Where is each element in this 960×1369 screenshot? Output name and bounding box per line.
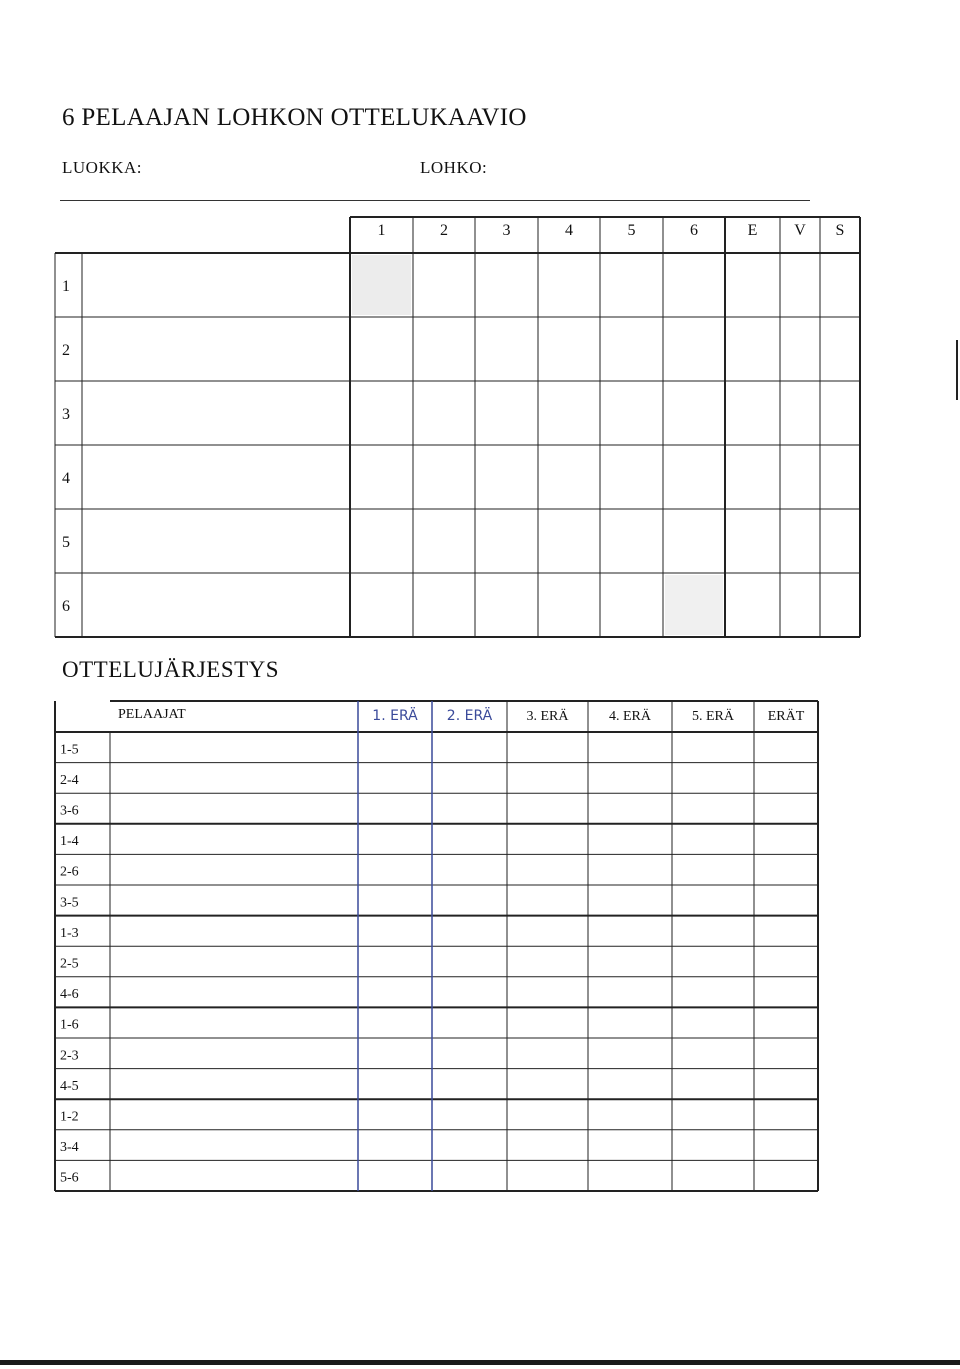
row-label: 2	[62, 342, 70, 359]
column-header: E	[747, 222, 758, 239]
match-order-title: OTTELUJÄRJESTYS	[62, 657, 280, 682]
column-header: V	[794, 222, 806, 239]
scan-bottom-edge	[0, 1360, 960, 1365]
match-label: 2-5	[60, 956, 79, 972]
match-label: 1-4	[60, 834, 79, 850]
column-header: 2	[440, 222, 448, 239]
match-label: 1-3	[60, 925, 79, 941]
match-label: 3-6	[60, 803, 79, 819]
column-header: 1	[377, 222, 386, 239]
match-label: 3-5	[60, 895, 79, 911]
row-label: 5	[62, 534, 70, 551]
match-label: 5-6	[60, 1170, 79, 1186]
row-label: 6	[62, 598, 70, 615]
column-header: 3	[502, 222, 511, 239]
column-header: 5	[627, 222, 636, 239]
column-header: 4	[565, 222, 573, 239]
column-header: 6	[690, 222, 698, 239]
row-label: 3	[62, 406, 70, 423]
players-header: PELAAJAT	[118, 707, 186, 722]
match-label: 1-2	[60, 1109, 79, 1125]
match-label: 2-4	[60, 772, 79, 788]
set-header: 5. ERÄ	[692, 709, 734, 724]
set-header: ERÄT	[767, 709, 805, 724]
match-label: 4-6	[60, 987, 79, 1003]
row-label: 1	[62, 278, 70, 295]
match-label: 1-6	[60, 1017, 79, 1033]
set-header: 2. ERÄ	[446, 708, 493, 724]
scan-edge-mark	[956, 340, 958, 400]
column-header: S	[835, 222, 845, 239]
luokka-label: LUOKKA:	[62, 158, 142, 177]
match-label: 3-4	[60, 1140, 79, 1156]
match-label: 1-5	[60, 742, 79, 758]
match-label: 2-3	[60, 1048, 79, 1064]
row-label: 4	[62, 470, 70, 487]
set-header: 4. ERÄ	[609, 709, 651, 724]
set-header: 3. ERÄ	[526, 709, 569, 724]
page-title: 6 PELAAJAN LOHKON OTTELUKAAVIO	[62, 104, 527, 131]
lohko-label: LOHKO:	[420, 158, 488, 177]
set-header: 1. ERÄ	[372, 708, 418, 724]
match-label: 2-6	[60, 864, 79, 880]
match-label: 4-5	[60, 1078, 79, 1094]
